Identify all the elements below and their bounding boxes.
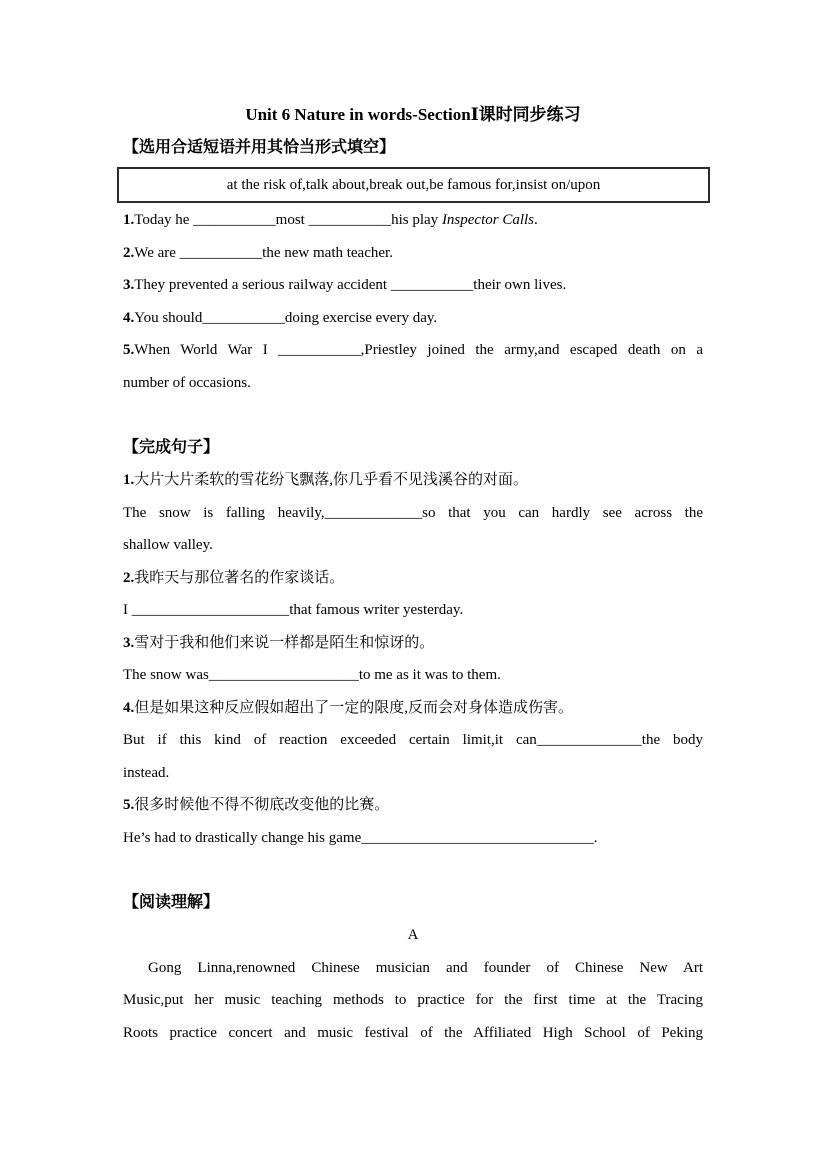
item-number: 5.: [123, 342, 135, 358]
section-heading-reading: 【阅读理解】: [123, 893, 220, 911]
section-heading-fill-blank: 【选用合适短语并用其恰当形式填空】: [123, 138, 396, 156]
complete-item-4-chinese: [123, 692, 703, 725]
item-text-end: .: [534, 212, 538, 228]
chinese-prompt: 很多时候他不得不彻底改变他的比赛。: [134, 797, 390, 813]
complete-item-1-english-line-2: shallow valley.: [123, 537, 213, 553]
item-text: They prevented a serious railway accident ___________their own lives.: [134, 277, 567, 293]
item-number: 4.: [123, 309, 135, 326]
complete-item-5-english: He’s had to drastically change his game_______________________________.: [123, 829, 598, 846]
chinese-prompt: 但是如果这种反应假如超出了一定的限度,反而会对身体造成伤害。: [134, 699, 574, 716]
word-bank-box: [117, 167, 710, 203]
complete-item-4-english-line-2: instead.: [123, 764, 170, 781]
item-number: 3.: [123, 634, 135, 651]
complete-item-2-chinese: [123, 562, 703, 595]
item-number: 1.: [123, 472, 135, 488]
reading-passage-line-2: Music,put her music teaching methods to practice for the first time at the Tracing: [123, 992, 703, 1008]
fill-blank-item-5-line-2: number of occasions.: [123, 374, 251, 391]
fill-blank-item-2: [123, 237, 703, 270]
item-number: 2.: [123, 244, 135, 261]
reading-passage-line-1: Gong Linna,renowned Chinese musician and founder of Chinese New Art: [148, 959, 703, 976]
play-title-italic: Inspector Calls: [441, 212, 535, 228]
passage-label: A: [407, 927, 419, 943]
complete-item-1-chinese: [123, 464, 703, 497]
fill-blank-item-1: [123, 204, 703, 237]
fill-blank-item-5-line-1: [123, 334, 703, 367]
page-title: Unit 6 Nature in words-SectionⅠ课时同步练习: [245, 105, 581, 124]
item-number: 1.: [123, 212, 135, 228]
blank-line: [123, 854, 703, 887]
chinese-prompt: 大片大片柔软的雪花纷飞飘落,你几乎看不见浅溪谷的对面。: [134, 472, 529, 488]
item-number: 4.: [123, 699, 135, 716]
section-heading-complete-sentence: 【完成句子】: [123, 438, 220, 456]
item-number: 3.: [123, 277, 135, 293]
complete-item-3-chinese: [123, 627, 703, 660]
item-number: 5.: [123, 797, 135, 813]
complete-item-4-english-line-1: But if this kind of reaction exceeded certain limit,it can______________the body: [123, 732, 703, 748]
complete-item-1-english-line-1: The snow is falling heavily,_____________so that you can hardly see across the: [123, 504, 703, 521]
item-text: You should___________doing exercise every day.: [134, 309, 438, 326]
item-text: We are ___________the new math teacher.: [134, 244, 393, 261]
fill-blank-item-3: [123, 269, 703, 302]
complete-item-3-english: The snow was____________________to me as it was to them.: [123, 667, 501, 683]
item-number: 2.: [123, 569, 135, 586]
item-text: Today he ___________most ___________his play: [134, 212, 442, 228]
fill-blank-item-4: [123, 302, 703, 335]
reading-passage-line-3: Roots practice concert and music festival of the Affiliated High School of Peking: [123, 1024, 703, 1041]
complete-item-2-english: I _____________________that famous writer yesterday.: [123, 602, 464, 618]
chinese-prompt: 我昨天与那位著名的作家谈话。: [134, 569, 345, 586]
item-text: When World War I ___________,Priestley joined the army,and escaped death on a: [134, 342, 703, 358]
complete-item-5-chinese: [123, 789, 703, 822]
chinese-prompt: 雪对于我和他们来说一样都是陌生和惊讶的。: [134, 634, 435, 651]
word-bank-text: at the risk of,talk about,break out,be famous for,insist on/upon: [226, 177, 601, 193]
blank-line: [123, 399, 703, 432]
